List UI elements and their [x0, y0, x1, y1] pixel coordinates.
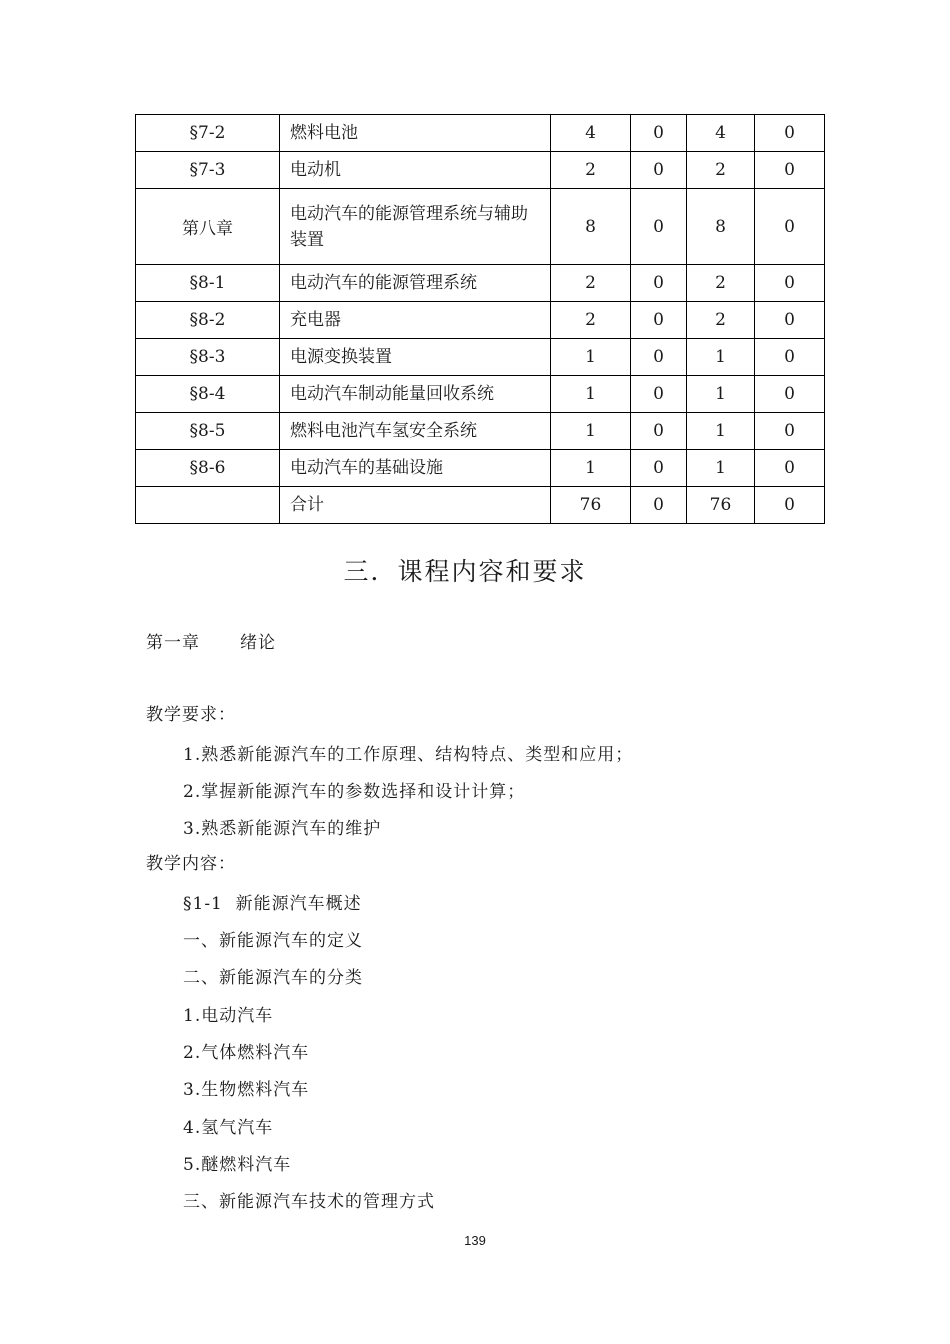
- hours-cell: 0: [755, 450, 825, 487]
- hours-cell: 0: [631, 152, 687, 189]
- content-label: 教学内容：: [146, 854, 236, 874]
- table-row: [136, 302, 825, 339]
- hours-cell: 1: [551, 413, 631, 450]
- section-cell: §7-2: [136, 115, 280, 152]
- table-total-row: [136, 487, 825, 524]
- topic-cell: 电动汽车的能源管理系统: [280, 265, 551, 302]
- hours-cell: 0: [631, 487, 687, 524]
- chapter-label: 第一章: [146, 633, 200, 653]
- hours-cell: 4: [687, 115, 755, 152]
- hours-cell: 0: [755, 302, 825, 339]
- hours-cell: 0: [755, 487, 825, 524]
- section-cell: 第八章: [136, 189, 280, 265]
- hours-cell: 8: [687, 189, 755, 265]
- hours-cell: 1: [687, 450, 755, 487]
- hours-cell: 0: [631, 450, 687, 487]
- section-cell: §8-4: [136, 376, 280, 413]
- hours-cell: 0: [631, 302, 687, 339]
- content-line: 三、新能源汽车技术的管理方式: [183, 1192, 435, 1212]
- topic-cell: 充电器: [280, 302, 551, 339]
- hours-cell: 0: [631, 413, 687, 450]
- content-line: 4.氢气汽车: [183, 1118, 274, 1138]
- table-row: [136, 339, 825, 376]
- content-line: 5.醚燃料汽车: [183, 1155, 292, 1175]
- section-cell: §8-6: [136, 450, 280, 487]
- requirement-item: 3.熟悉新能源汽车的维护: [183, 819, 382, 839]
- hours-cell: 0: [755, 115, 825, 152]
- topic-cell: 电动汽车的基础设施: [280, 450, 551, 487]
- topic-cell: 电动汽车的能源管理系统与辅助装置: [280, 189, 551, 265]
- hours-cell: 1: [687, 376, 755, 413]
- hours-cell: 1: [551, 339, 631, 376]
- table-row: [136, 152, 825, 189]
- page-number: 139: [464, 1233, 486, 1248]
- hours-cell: 2: [551, 265, 631, 302]
- hours-cell: 76: [551, 487, 631, 524]
- hours-cell: 0: [631, 376, 687, 413]
- course-hours-table: [135, 114, 825, 524]
- table-row: [136, 450, 825, 487]
- hours-cell: 0: [631, 189, 687, 265]
- section-cell: §8-5: [136, 413, 280, 450]
- total-label-cell: 合计: [280, 487, 551, 524]
- hours-cell: 4: [551, 115, 631, 152]
- chapter-title: 绪论: [240, 633, 276, 653]
- section-cell: §8-1: [136, 265, 280, 302]
- hours-cell: 0: [755, 376, 825, 413]
- table-row: [136, 115, 825, 152]
- hours-cell: 2: [687, 302, 755, 339]
- hours-cell: 0: [755, 339, 825, 376]
- hours-cell: 2: [687, 265, 755, 302]
- content-line: 一、新能源汽车的定义: [183, 931, 363, 951]
- hours-cell: 0: [755, 152, 825, 189]
- hours-cell: 1: [551, 376, 631, 413]
- hours-cell: 2: [551, 152, 631, 189]
- hours-cell: 8: [551, 189, 631, 265]
- topic-cell: 燃料电池汽车氢安全系统: [280, 413, 551, 450]
- hours-cell: 2: [687, 152, 755, 189]
- content-line: 2.气体燃料汽车: [183, 1043, 310, 1063]
- table-row: [136, 189, 825, 265]
- content-line: 3.生物燃料汽车: [183, 1080, 310, 1100]
- topic-cell: 电动汽车制动能量回收系统: [280, 376, 551, 413]
- requirement-item: 1.熟悉新能源汽车的工作原理、结构特点、类型和应用；: [183, 745, 634, 765]
- topic-cell: 电动机: [280, 152, 551, 189]
- table-row: [136, 376, 825, 413]
- hours-cell: 1: [551, 450, 631, 487]
- content-section-title: §1-1 新能源汽车概述: [183, 894, 362, 914]
- hours-cell: 2: [551, 302, 631, 339]
- hours-cell: 0: [755, 189, 825, 265]
- requirement-item: 2.掌握新能源汽车的参数选择和设计计算；: [183, 782, 526, 802]
- section-cell: [136, 487, 280, 524]
- section-cell: §8-3: [136, 339, 280, 376]
- hours-cell: 76: [687, 487, 755, 524]
- section-cell: §7-3: [136, 152, 280, 189]
- hours-cell: 1: [687, 339, 755, 376]
- content-line: 二、新能源汽车的分类: [183, 968, 363, 988]
- hours-cell: 0: [755, 265, 825, 302]
- table-row: [136, 413, 825, 450]
- hours-cell: 0: [755, 413, 825, 450]
- hours-cell: 1: [687, 413, 755, 450]
- section-heading: 三．课程内容和要求: [343, 557, 587, 586]
- hours-cell: 0: [631, 339, 687, 376]
- section-cell: §8-2: [136, 302, 280, 339]
- content-line: 1.电动汽车: [183, 1006, 274, 1026]
- topic-cell: 电源变换装置: [280, 339, 551, 376]
- hours-cell: 0: [631, 115, 687, 152]
- chapter-heading: [146, 628, 276, 653]
- table-row: [136, 265, 825, 302]
- topic-cell: 燃料电池: [280, 115, 551, 152]
- hours-cell: 0: [631, 265, 687, 302]
- requirements-label: 教学要求：: [146, 705, 236, 725]
